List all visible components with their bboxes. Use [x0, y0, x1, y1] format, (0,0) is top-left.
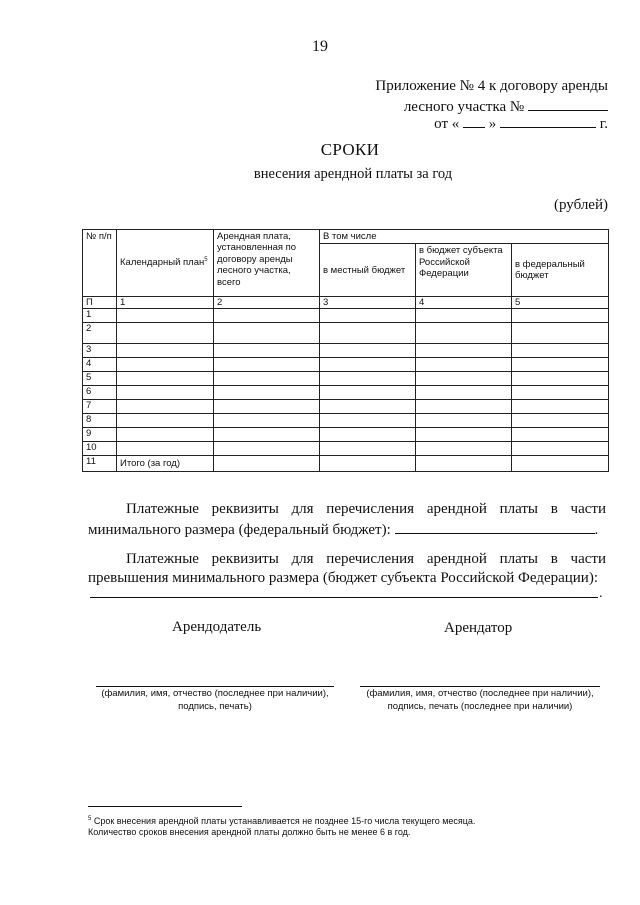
appendix-line-3: [434, 113, 608, 133]
table-index-row: [83, 297, 609, 309]
table-cell: [320, 386, 416, 400]
table-cell: [320, 344, 416, 358]
index-cell: 3: [320, 297, 416, 309]
table-cell: [117, 372, 214, 386]
index-cell: 1: [117, 297, 214, 309]
year-suffix: г.: [599, 116, 608, 132]
table-row: [83, 428, 609, 442]
lessee-label: Арендатор: [444, 620, 513, 636]
table-cell: [214, 372, 320, 386]
period: .: [599, 586, 603, 601]
table-cell: [117, 344, 214, 358]
lessee-caption-line-2: подпись, печать (последнее при наличии): [387, 701, 573, 712]
table-cell: [214, 400, 320, 414]
table-cell: [117, 386, 214, 400]
table-cell: [320, 428, 416, 442]
requisites-excess-blank: [90, 597, 598, 598]
document-title: СРОКИ: [320, 140, 380, 159]
table-row: [83, 442, 609, 456]
table-cell: [512, 456, 609, 472]
requisites-excess-paragraph: [88, 550, 606, 588]
footnote-line-1: [88, 813, 475, 827]
table-cell: [320, 400, 416, 414]
footnote-separator: [88, 806, 242, 807]
lessee-caption: [356, 687, 604, 713]
footnote-line-2: Количество сроков внесения арендной платы должно быть не менее 6 в год.: [88, 827, 411, 837]
index-cell: 5: [512, 297, 609, 309]
row-number: 6: [83, 386, 117, 400]
header-including: В том числе: [320, 230, 609, 244]
lessor-caption-line-2: подпись, печать): [178, 701, 252, 712]
total-label: Итого (за год): [117, 456, 214, 472]
table-cell: [214, 414, 320, 428]
table-header-row: [83, 230, 609, 244]
table-cell: [320, 414, 416, 428]
table-cell: [512, 309, 609, 323]
payment-schedule-table: [82, 229, 609, 472]
table-cell: [416, 344, 512, 358]
table-cell: [512, 323, 609, 344]
table-cell: [416, 323, 512, 344]
table-row: [83, 344, 609, 358]
table-cell: [214, 358, 320, 372]
lessor-caption: [92, 687, 338, 713]
row-number: 2: [83, 323, 117, 344]
table-row: [83, 414, 609, 428]
appendix-contract-label: лесного участка №: [403, 99, 525, 115]
footnote-marker: 5: [88, 816, 92, 822]
table-cell: [416, 414, 512, 428]
table-row-total: [83, 456, 609, 472]
row-number: 1: [83, 309, 117, 323]
table-cell: [512, 414, 609, 428]
header-rent-total: Арендная плата, установленная по договору аренды лесного участка, всего: [214, 230, 320, 297]
row-number: 10: [83, 442, 117, 456]
table-row: [83, 309, 609, 323]
table-row: [83, 358, 609, 372]
footnote-ref: 5: [204, 257, 208, 264]
table-cell: [416, 400, 512, 414]
row-number: 7: [83, 400, 117, 414]
table-cell: [117, 428, 214, 442]
month-year-blank: [500, 113, 596, 128]
row-number: 8: [83, 414, 117, 428]
header-calendar-plan-label: Календарный план: [120, 257, 205, 269]
table-cell: [320, 323, 416, 344]
table-cell: [320, 372, 416, 386]
date-close-quote: »: [488, 116, 497, 132]
table-cell: [416, 358, 512, 372]
header-num: № п/п: [83, 230, 117, 297]
date-open-quote: от «: [434, 116, 460, 132]
table-cell: [512, 358, 609, 372]
table-cell: [117, 414, 214, 428]
table-cell: [512, 400, 609, 414]
table-cell: [416, 386, 512, 400]
requisites-excess-text: Платежные реквизиты для перечисления арендной платы в части превышения минимального размера (бюджет субъекта Российской Федерации):: [88, 551, 606, 586]
index-cell: 2: [214, 297, 320, 309]
table-row: [83, 386, 609, 400]
requisites-min-blank: [395, 519, 595, 534]
footnote-text-1: Срок внесения арендной платы устанавливается не позднее 15-го числа текущего месяца.: [93, 816, 476, 826]
header-federal-budget: в федеральный бюджет: [512, 244, 609, 297]
page-number: 19: [312, 38, 328, 55]
row-number: 9: [83, 428, 117, 442]
row-number: 5: [83, 372, 117, 386]
units-label: (рублей): [553, 197, 608, 213]
table-cell: [117, 323, 214, 344]
day-blank: [463, 113, 485, 128]
table-cell: [512, 386, 609, 400]
table-cell: [214, 428, 320, 442]
lessor-label: Арендодатель: [172, 619, 262, 635]
document-subtitle: внесения арендной платы за год: [253, 166, 453, 182]
header-local-budget: в местный бюджет: [320, 244, 416, 297]
table-cell: [416, 309, 512, 323]
table-cell: [320, 309, 416, 323]
table-cell: [117, 400, 214, 414]
table-cell: [214, 442, 320, 456]
table-cell: [214, 323, 320, 344]
table-cell: [512, 344, 609, 358]
row-number: 11: [83, 456, 117, 472]
table-cell: [512, 442, 609, 456]
table-row: [83, 323, 609, 344]
table-cell: [214, 344, 320, 358]
table-cell: [117, 442, 214, 456]
index-cell: П: [83, 297, 117, 309]
table-cell: [214, 309, 320, 323]
table-cell: [320, 456, 416, 472]
lessee-caption-line-1: (фамилия, имя, отчество (последнее при наличии),: [366, 688, 594, 699]
header-calendar-plan: [117, 230, 214, 297]
table-cell: [416, 372, 512, 386]
requisites-min-paragraph: Платежные реквизиты для перечисления арендной платы в части минимального размера (федеральный бюджет): .: [88, 501, 606, 538]
index-cell: 4: [416, 297, 512, 309]
table-row: [83, 400, 609, 414]
table-cell: [320, 442, 416, 456]
table-cell: [117, 309, 214, 323]
row-number: 4: [83, 358, 117, 372]
header-subject-budget: в бюджет субъекта Российской Федерации: [416, 244, 512, 297]
table-cell: [117, 358, 214, 372]
table-cell: [416, 428, 512, 442]
requisites-min-text: Платежные реквизиты для перечисления арендной платы в части минимального размера (федеральный бюджет):: [88, 501, 606, 538]
table-cell: [416, 456, 512, 472]
lessor-caption-line-1: (фамилия, имя, отчество (последнее при наличии),: [101, 688, 329, 699]
table-cell: [512, 428, 609, 442]
table-row: [83, 372, 609, 386]
table-cell: [320, 358, 416, 372]
row-number: 3: [83, 344, 117, 358]
contract-number-blank: [528, 96, 608, 111]
table-cell: [416, 442, 512, 456]
table-cell: [214, 386, 320, 400]
table-cell: [214, 456, 320, 472]
table-cell: [512, 372, 609, 386]
appendix-line-1: Приложение № 4 к договору аренды: [375, 78, 608, 94]
